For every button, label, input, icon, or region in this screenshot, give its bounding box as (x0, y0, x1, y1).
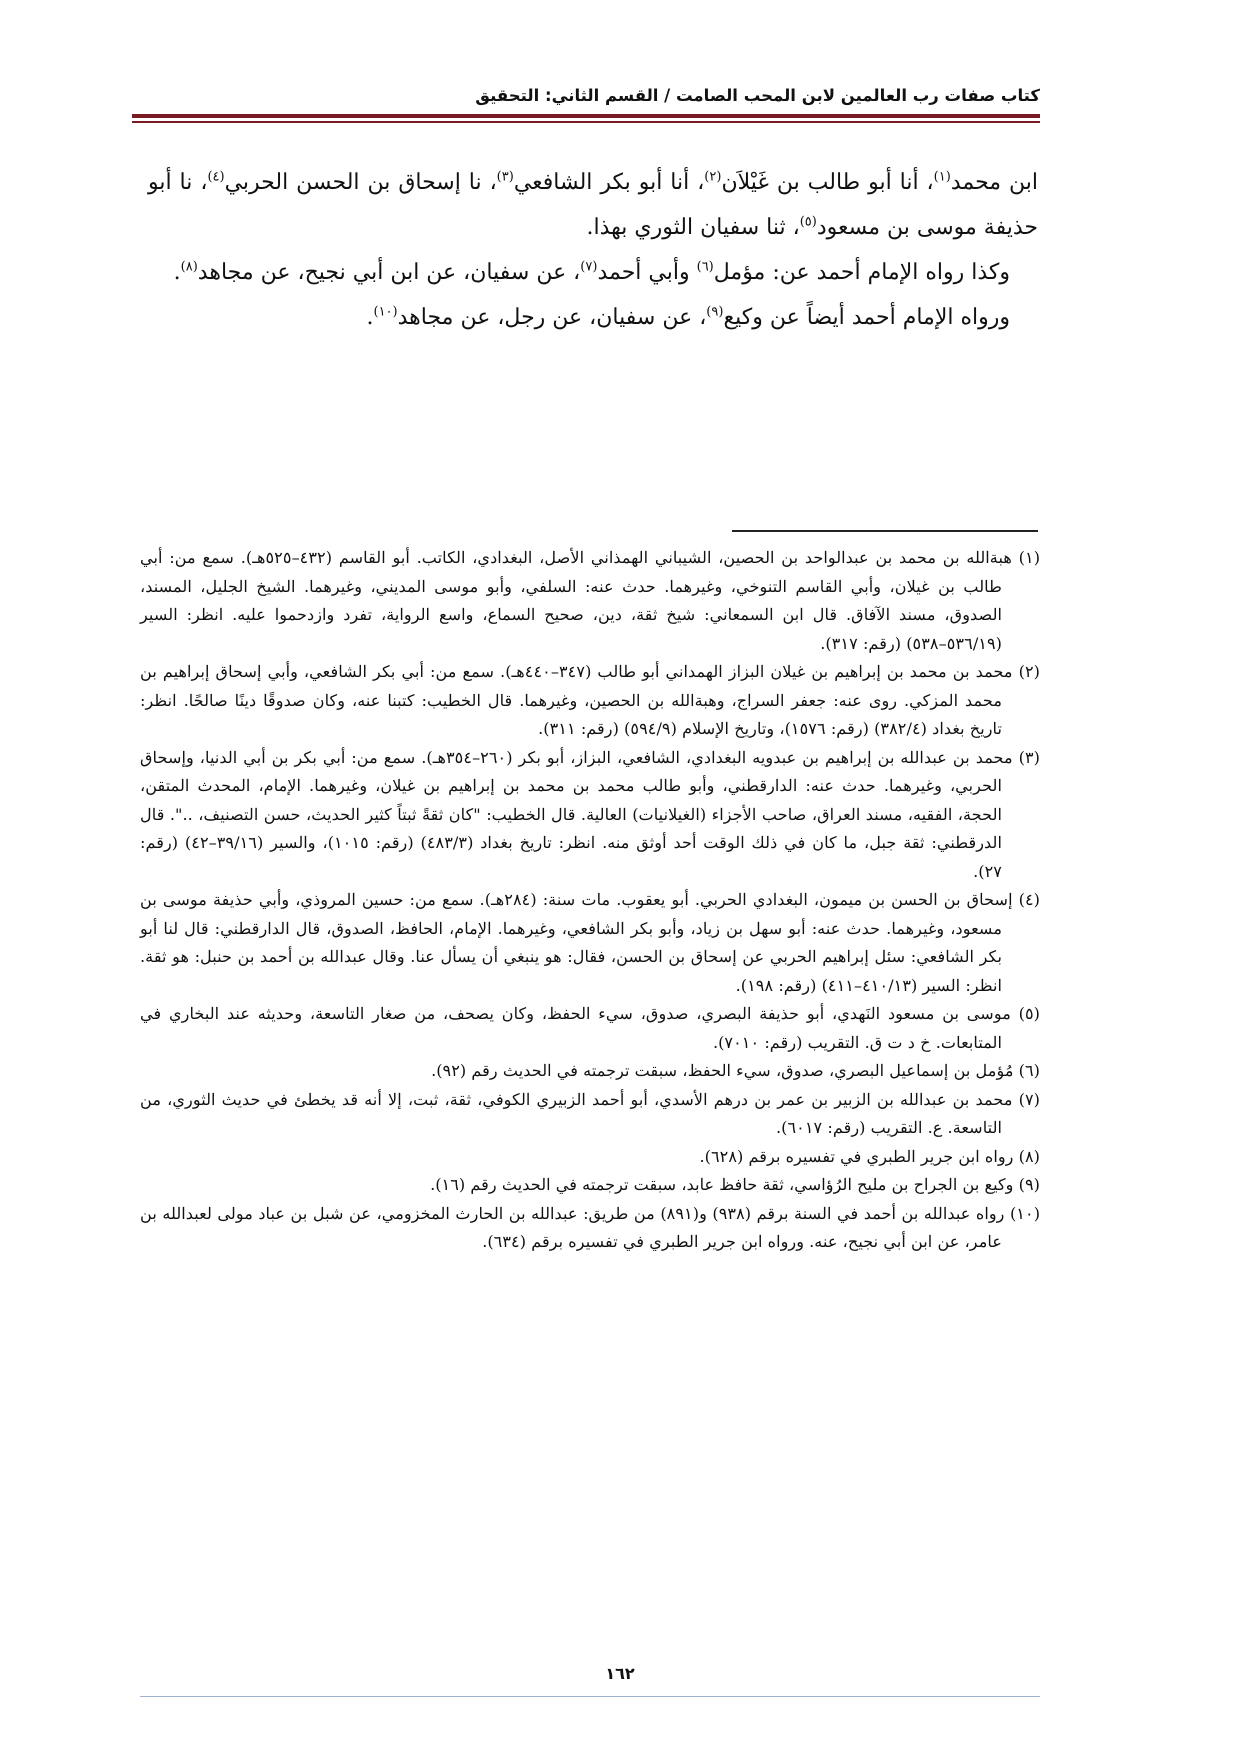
footnote-6: (٦) مُؤمل بن إسماعيل البصري، صدوق، سيء الحفظ، سبقت ترجمته في الحديث رقم (٩٢). (431, 1061, 1040, 1080)
footnote-5: (٥) موسى بن مسعود النَهدي، أبو حذيفة البصري، صدوق، سيء الحفظ، وكان يصحف، من صغار التاسعة، وحديثه عند البخاري في المتابعات. خ د ت ق. التقريب (رقم: ٧٠١٠). (140, 1004, 1040, 1052)
header-divider-thick (132, 114, 1040, 118)
paragraph-isnad (148, 160, 1038, 250)
footnotes (140, 544, 1040, 1257)
text-segment: ، عن سفيان، عن ابن أبي نجيح، عن مجاهد (197, 260, 581, 285)
paragraph-waki (148, 295, 1038, 340)
page-number: ١٦٢ (605, 1664, 635, 1683)
text-segment: . (366, 305, 374, 330)
footnote-ref-4: (٤) (207, 169, 225, 185)
running-header (132, 84, 1040, 114)
footnote-1: (١) هبةالله بن محمد بن عبدالواحد بن الحصين، الشيباني الهمذاني الأصل، البغدادي، الكاتب. أبو القاسم (٤٣٢–٥٢٥هـ). سمع من: أبي طالب بن غيلان، وأبي القاسم التنوخي، وغيرهما. حدث عنه: السلفي، وأبو موسى المديني، وغيرهما. الشيخ الجليل، المسند، الصدوق، مسند الآفاق. قال ابن السمعاني: شيخ ثقة، دين، صحيح السماع، واسع الرواية، تفرد وازدحموا عليه. انظر: السير (٥٣٦/١٩–٥٣٨) (رقم: ٣١٧). (140, 548, 1041, 653)
footnote-10: (١٠) رواه عبدالله بن أحمد في السنة برقم (٩٣٨) و(٨٩١) من طريق: عبدالله بن الحارث المخزومي، عن شبل بن عباد مولى لعبدالله بن عامر، عن ابن أبي نجيح، عنه. ورواه ابن جرير الطبري في تفسيره برقم (٦٣٤). (140, 1203, 1041, 1251)
footnote-ref-3: (٣) (496, 169, 514, 185)
text-segment: ، عن سفيان، عن رجل، عن مجاهد (397, 305, 707, 330)
footnote-ref-5: (٥) (799, 214, 817, 230)
footnote-8: (٨) رواه ابن جرير الطبري في تفسيره برقم (٦٢٨). (699, 1146, 1040, 1166)
footnote-ref-6: (٦) (696, 259, 714, 275)
main-text (148, 160, 1038, 340)
book-title: كتاب صفات رب العالمين لابن المحب الصامت / القسم الثاني: التحقيق (475, 86, 1040, 105)
footnote-ref-1: (١) (933, 169, 951, 185)
text-segment: ، نا إسحاق بن الحسن الحربي (224, 170, 497, 195)
footnote-ref-8: (٨) (180, 259, 198, 275)
header-divider-thin (132, 121, 1040, 123)
footnote-2: (٢) محمد بن محمد بن إبراهيم بن غيلان البزاز الهمداني أبو طالب (٣٤٧–٤٤٠هـ). سمع من: أبي بكر الشافعي، وأبي إسحاق إبراهيم بن محمد المزكي. روى عنه: جعفر السراج، وهبةالله بن الحصين، وغيرهما. قال الخطيب: كتبنا عنه، وكان صدوقًا دينًا صالحًا. انظر: تاريخ بغداد (٣٨٢/٤) (رقم: ١٥٧٦)، وتاريخ الإسلام (٥٩٤/٩) (رقم: ٣١١). (140, 662, 1040, 738)
text-segment: ، نا أبو حذيفة موسى بن مسعود (148, 170, 1038, 240)
footnote-ref-2: (٢) (704, 169, 722, 185)
footnote-ref-10: (١٠) (373, 304, 398, 320)
paragraph-ahmad (148, 250, 1038, 295)
footnote-4: (٤) إسحاق بن الحسن بن ميمون، البغدادي الحربي. أبو يعقوب. مات سنة: (٢٨٤هـ). سمع من: حسين المروذي، وأبي حذيفة موسى بن مسعود، وغيرهما. حدث عنه: أبو سهل بن زياد، وأبو بكر الشافعي، وغيرهما. الإمام، الحافظ، الصدوق، قال الدارقطني: قال لنا أبو بكر الشافعي: سئل إبراهيم الحربي عن إسحاق بن الحسن، فقال: هو ينبغي أن يسأل عنا. وقال عبدالله بن أحمد بن حنبل: هو ثقة. انظر: السير (٤١٠/١٣–٤١١) (رقم: ١٩٨). (140, 890, 1040, 995)
text-segment: . (173, 260, 181, 285)
footer-divider (140, 1696, 1040, 1697)
text-segment: ورواه الإمام أحمد أيضاً عن وكيع (723, 305, 1010, 330)
footnote-separator (732, 530, 1038, 532)
text-segment: ، ثنا سفيان الثوري بهذا. (586, 215, 800, 240)
footnote-3: (٣) محمد بن عبدالله بن إبراهيم بن عبدويه البغدادي، الشافعي، البزاز، أبو بكر (٢٦٠–٣٥٤هـ). سمع من: أبي بكر بن أبي الدنيا، وإسحاق الحربي، وغيرهما. حدث عنه: الدارقطني، وأبو طالب محمد بن محمد بن إبراهيم بن غيلان، وغيرهما. الإمام، المحدث المتقن، الحجة، الفقيه، مسند العراق، صاحب الأجزاء (الغيلانيات) العالية. قال الخطيب: "كان ثقةً ثبتاً كثير الحديث، حسن التصنيف، ..". قال الدرقطني: ثقة جبل، ما كان في ذلك الوقت أحد أوثق منه. انظر: تاريخ بغداد (٤٨٣/٣) (رقم: ١٠١٥)، والسير (٣٩/١٦–٤٢) (رقم: ٢٧). (140, 747, 1040, 881)
footnote-ref-7: (٧) (580, 259, 598, 275)
footnote-9: (٩) وكيع بن الجراح بن مليح الرُؤاسي، ثقة حافظ عابد، سبقت ترجمته في الحديث رقم (١٦). (430, 1175, 1040, 1194)
text-segment: وأبي أحمد (597, 260, 697, 285)
text-segment: ، أنا أبو بكر الشافعي (513, 170, 705, 195)
footnote-ref-9: (٩) (706, 304, 724, 320)
footnote-7: (٧) محمد بن عبدالله بن الزبير بن عمر بن درهم الأسدي، أبو أحمد الزبيري الكوفي، ثقة، ثبت، إلا أنه قد يخطئ في حديث الثوري، من التاسعة. ع. التقريب (رقم: ٦٠١٧). (140, 1089, 1040, 1137)
text-segment: ، أنا أبو طالب بن غَيْلاَن (721, 170, 934, 195)
text-segment: ابن محمد (950, 170, 1039, 195)
text-segment: وكذا رواه الإمام أحمد عن: مؤمل (713, 260, 1010, 285)
